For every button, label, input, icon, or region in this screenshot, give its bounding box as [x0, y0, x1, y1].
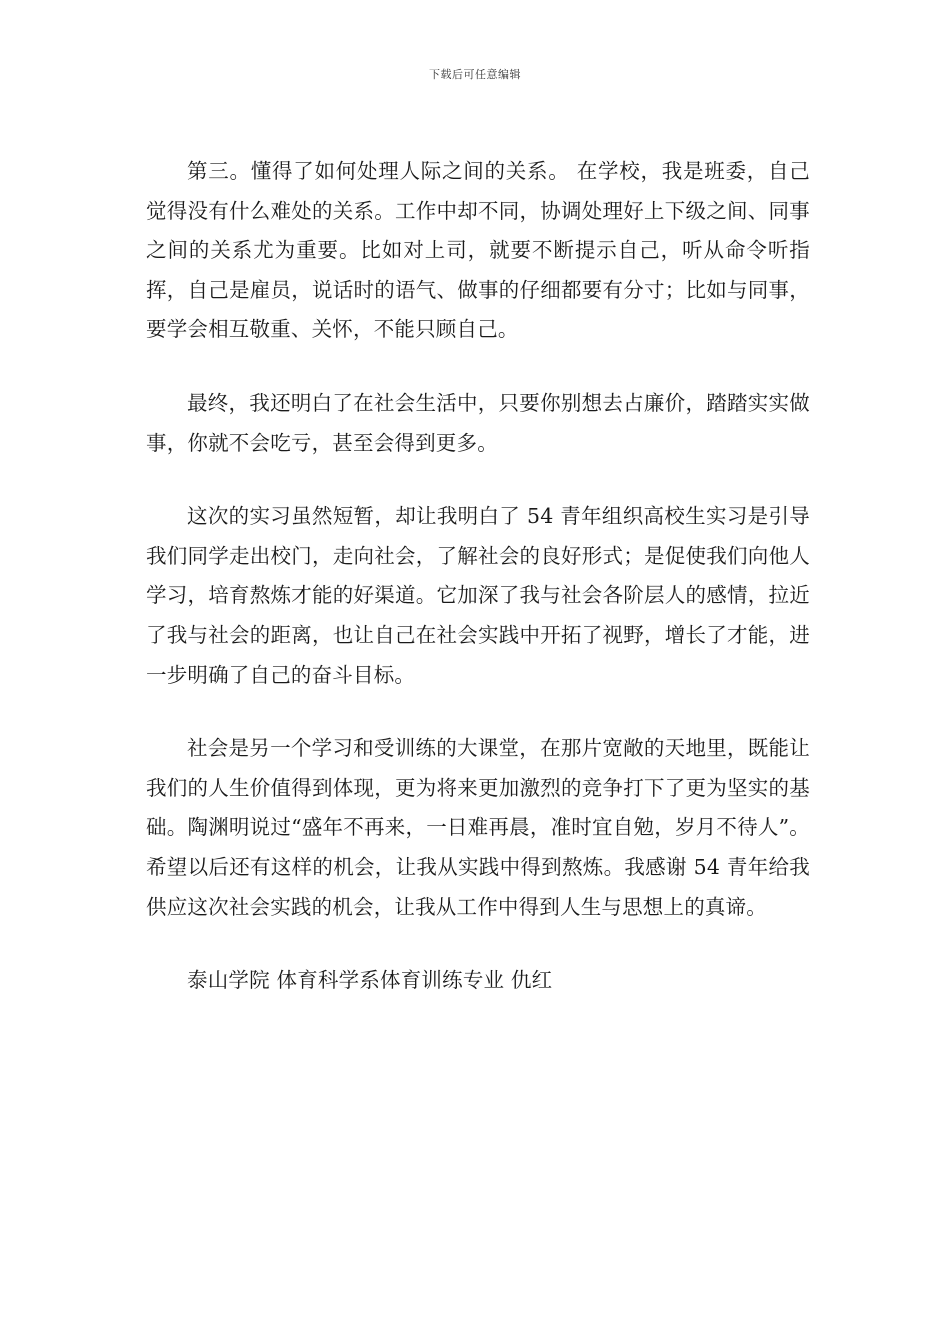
- paragraph-society: 社会是另一个学习和受训练的大课堂，在那片宽敞的天地里，既能让我们的人生价值得到体现，更为将来更加激烈的竞争打下了更为坚实的基础。陶渊明说过“盛年不再来，一日难再晨，准时宜自勉，岁月不待人”。希望以后还有这样的机会，让我从实践中得到熬炼。我感谢 54 青年给我供应这次社会实践的机会，让我从工作中得到人生与思想上的真谛。: [146, 736, 810, 919]
- document-body: [146, 152, 810, 1035]
- paragraph-conclusion: 最终，我还明白了在社会生活中，只要你别想去占廉价，踏踏实实做事，你就不会吃亏，甚至会得到更多。: [146, 390, 810, 455]
- paragraph-interpersonal: 第三。懂得了如何处理人际之间的关系。 在学校，我是班委，自己觉得没有什么难处的关系。工作中却不同，协调处理好上下级之间、同事之间的关系尤为重要。比如对上司，就要不断提示自己，听从命令听指挥，自己是雇员，说话时的语气、做事的仔细都要有分寸；比如与同事，要学会相互敬重、关怀，不能只顾自己。: [146, 159, 810, 342]
- author-signature: 泰山学院 体育科学系体育训练专业 仇红: [187, 968, 553, 993]
- page-header: 下载后可任意编辑: [429, 68, 521, 81]
- paragraph-internship: 这次的实习虽然短暂，却让我明白了 54 青年组织高校生实习是引导我们同学走出校门，走向社会，了解社会的良好形式；是促使我们向他人学习，培育熬炼才能的好渠道。它加深了我与社会各阶层人的感情，拉近了我与社会的距离，也让自己在社会实践中开拓了视野，增长了才能，进一步明确了自己的奋斗目标。: [146, 504, 810, 687]
